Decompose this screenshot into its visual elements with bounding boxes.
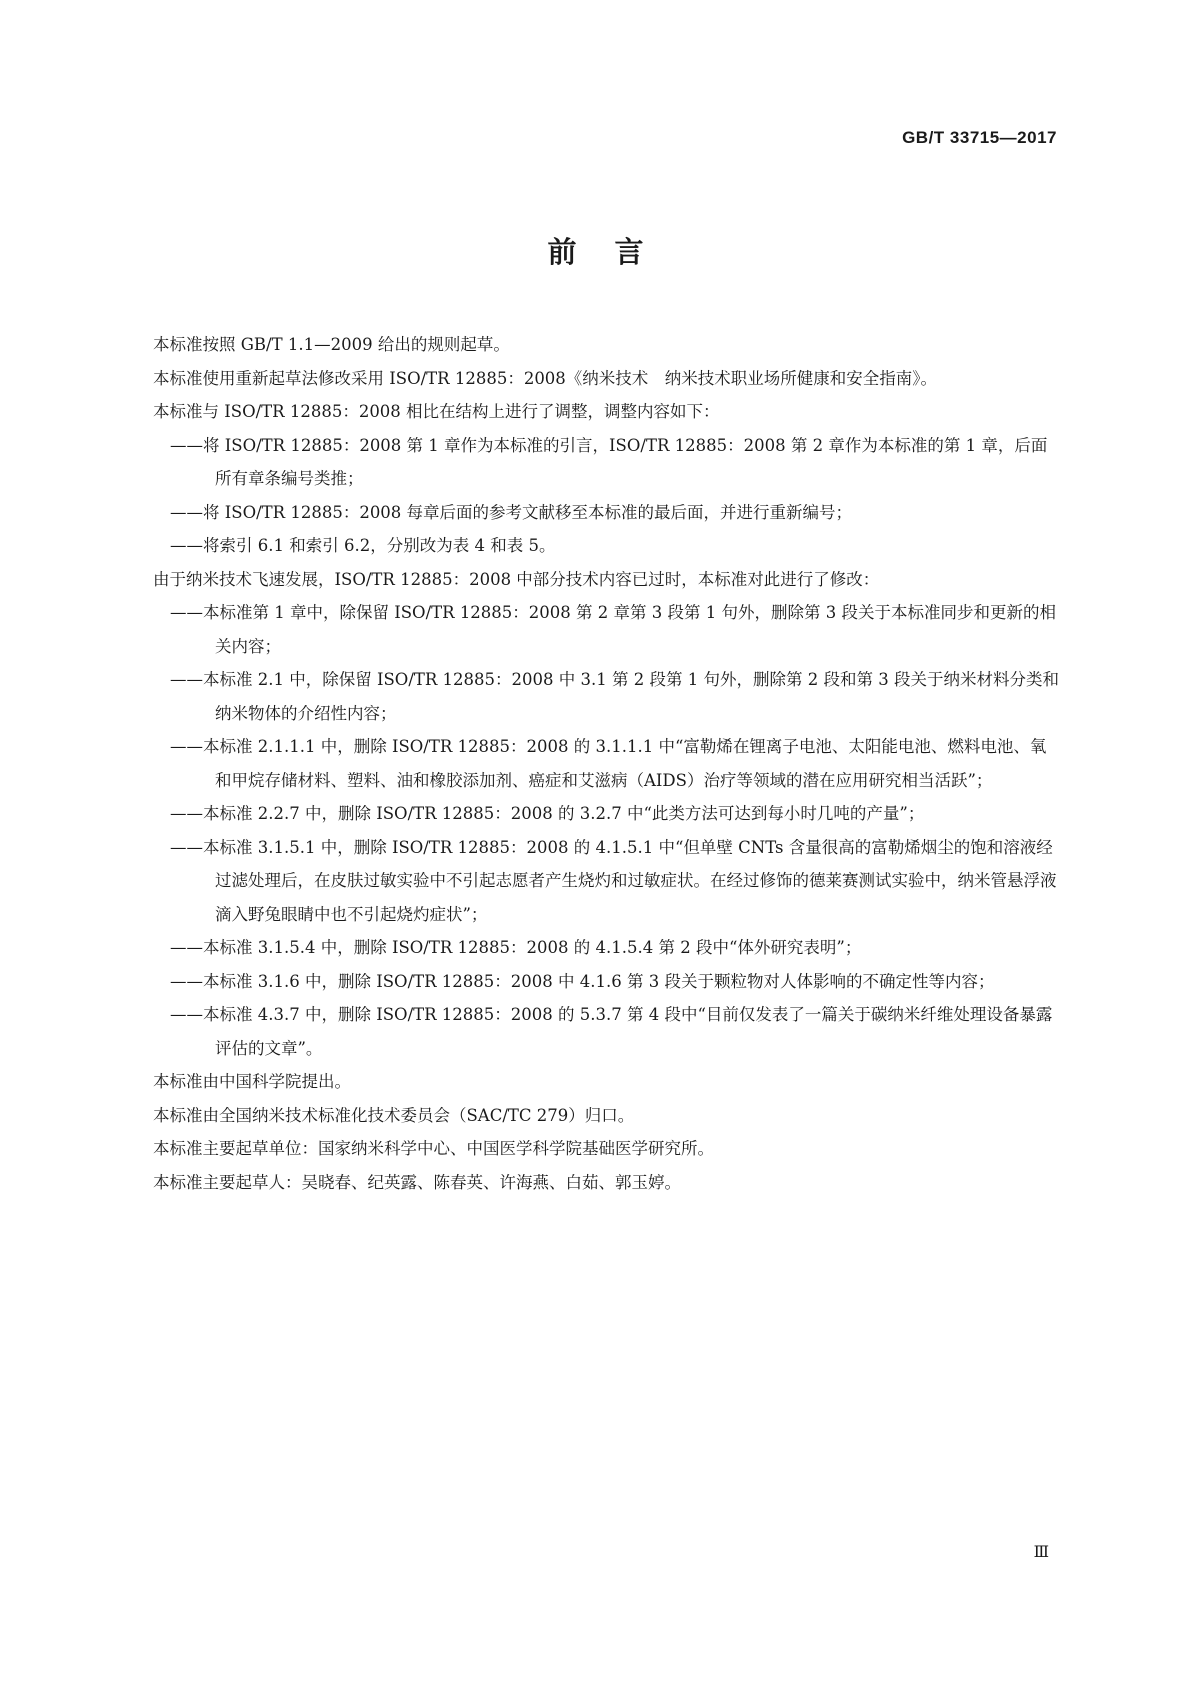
paragraph: 本标准主要起草单位：国家纳米科学中心、中国医学科学院基础医学研究所。 (153, 1139, 714, 1158)
list-item: ——本标准 2.1 中，除保留 ISO/TR 12885：2008 中 3.1 第 2 段第 1 句外，删除第 2 段和第 3 段关于纳米材料分类和纳米物体的介绍性内容； (170, 670, 1059, 723)
page-title: 前言 (547, 235, 682, 269)
paragraph: 本标准由中国科学院提出。 (153, 1072, 351, 1091)
list-item: ——本标准 2.2.7 中，删除 ISO/TR 12885：2008 的 3.2.7 中“此类方法可达到每小时几吨的产量”； (170, 804, 925, 823)
list-item: ——本标准 2.1.1.1 中，删除 ISO/TR 12885：2008 的 3.1.1.1 中“富勒烯在锂离子电池、太阳能电池、燃料电池、氧和甲烷存储材料、塑料、油和橡胶添加剂、癌症和艾滋病（AIDS）治疗等领域的潜在应用研究相当活跃”； (170, 737, 1047, 790)
list-item: ——本标准 3.1.5.1 中，删除 ISO/TR 12885：2008 的 4.1.5.1 中“但单壁 CNTs 含量很高的富勒烯烟尘的饱和溶液经过滤处理后，在皮肤过敏实验中不引起志愿者产生烧灼和过敏症状。在经过修饰的德莱赛测试实验中，纳米管悬浮液滴入野兔眼睛中也不引起烧灼症状”； (170, 837, 1057, 924)
list-item: ——将 ISO/TR 12885：2008 第 1 章作为本标准的引言，ISO/TR 12885：2008 第 2 章作为本标准的第 1 章，后面所有章条编号类推； (170, 435, 1048, 488)
list-item: ——本标准 3.1.6 中，删除 ISO/TR 12885：2008 中 4.1.6 第 3 段关于颗粒物对人体影响的不确定性等内容； (170, 971, 995, 991)
standard-number: GB/T 33715—2017 (902, 128, 1057, 147)
list-item: ——本标准 3.1.5.4 中，删除 ISO/TR 12885：2008 的 4.1.5.4 第 2 段中“体外研究表明”； (170, 938, 862, 957)
paragraph: 本标准按照 GB/T 1.1—2009 给出的规则起草。 (153, 335, 510, 354)
paragraph: 本标准使用重新起草法修改采用 ISO/TR 12885：2008《纳米技术 纳米技术职业场所健康和安全指南》。 (153, 368, 938, 388)
paragraph: 由于纳米技术飞速发展，ISO/TR 12885：2008 中部分技术内容已过时，本标准对此进行了修改： (153, 569, 880, 589)
list-item: ——本标准第 1 章中，除保留 ISO/TR 12885：2008 第 2 章第 3 段第 1 句外，删除第 3 段关于本标准同步和更新的相关内容； (170, 603, 1056, 656)
paragraph: 本标准由全国纳米技术标准化技术委员会（SAC/TC 279）归口。 (153, 1105, 635, 1125)
list-item: ——本标准 4.3.7 中，删除 ISO/TR 12885：2008 的 5.3.7 第 4 段中“目前仅发表了一篇关于碳纳米纤维处理设备暴露评估的文章”。 (170, 1005, 1053, 1058)
foreword-body (120, 328, 1062, 1199)
paragraph: 本标准与 ISO/TR 12885：2008 相比在结构上进行了调整，调整内容如下： (153, 402, 720, 421)
paragraph: 本标准主要起草人：吴晓春、纪英露、陈春英、许海燕、白茹、郭玉婷。 (153, 1172, 681, 1192)
list-item: ——将 ISO/TR 12885：2008 每章后面的参考文献移至本标准的最后面，并进行重新编号； (170, 502, 853, 522)
page-number: Ⅲ (1033, 1542, 1049, 1561)
list-item: ——将索引 6.1 和索引 6.2，分别改为表 4 和表 5。 (170, 536, 556, 555)
